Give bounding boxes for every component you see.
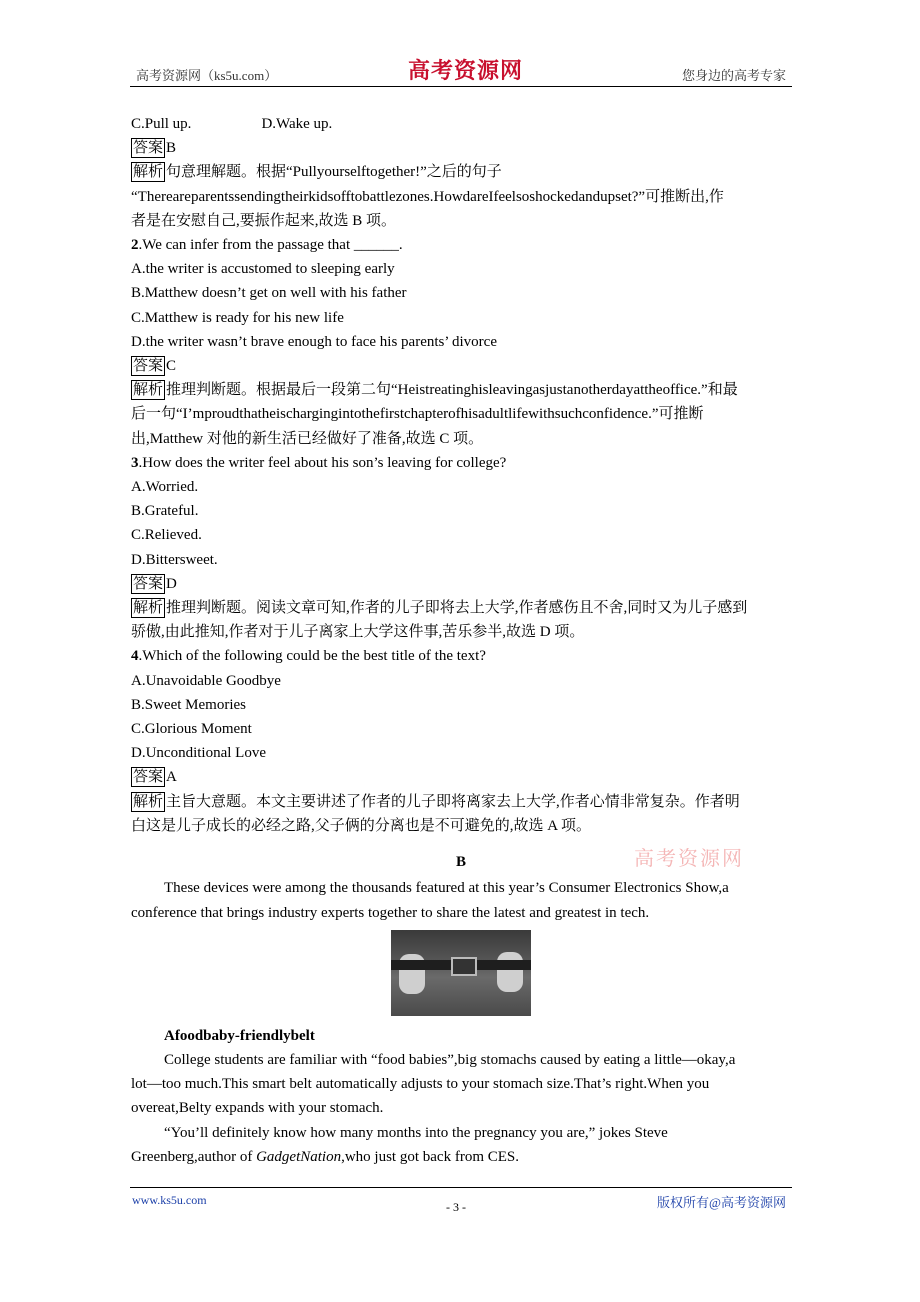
photo-hand-right [497,952,523,992]
q4-option-c: C.Glorious Moment [131,721,252,738]
q4-option-d: D.Unconditional Love [131,745,266,762]
analysis-text: 主旨大意题。本文主要讲述了作者的儿子即将离家去上大学,作者心情非常复杂。作者明 [166,793,740,810]
question-text: .Which of the following could be the best title of the text? [138,648,486,665]
q2-analysis [131,378,791,402]
answer-value: D [166,575,177,592]
text-run: ,who just got back from CES. [341,1148,519,1165]
answer-tag: 答案 [133,358,164,375]
analysis-line: 者是在安慰自己,要振作起来,故选 B 项。 [131,212,397,229]
page-footer [130,1187,792,1214]
q2-option-b: B.Matthew doesn’t get on well with his father [131,285,407,302]
answer-tag: 答案 [133,140,164,157]
question-number: 4 [131,648,139,665]
watermark: 高考资源网 [634,848,744,870]
q4-option-a: A.Unavoidable Goodbye [131,672,281,689]
paragraph-line [131,1145,791,1169]
footer-copyright: 版权所有@高考资源网 [657,1195,786,1210]
q4-stem [131,644,791,668]
q4-answer [131,765,791,789]
paragraph-line: College students are familiar with “food babies”,big stomachs caused by eating a little—okay,a [164,1051,736,1068]
analysis-tag: 解析 [133,164,164,181]
q1-analysis [131,160,791,184]
paragraph-line: overeat,Belty expands with your stomach. [131,1100,384,1117]
analysis-line: 出,Matthew 对他的新生活已经做好了准备,故选 C 项。 [131,430,484,447]
analysis-text: 句意理解题。根据“Pullyourselftogether!”之后的句子 [166,164,502,181]
header-site-name: 高考资源网（ks5u.com） [136,68,278,83]
q2-answer [131,354,791,378]
q1-options-cd [131,112,791,136]
q1-option-d: D.Wake up. [261,116,333,132]
text-run: Greenberg,author of [131,1148,257,1165]
q3-option-a: A.Worried. [131,479,199,496]
q3-analysis [131,596,791,620]
q3-answer [131,572,791,596]
photo-belt-buckle [451,957,477,976]
question-number: 2 [131,237,139,254]
analysis-tag: 解析 [133,793,164,810]
q3-option-c: C.Relieved. [131,527,202,544]
q1-option-c: C.Pull up. [131,116,192,132]
page-header [130,52,792,87]
analysis-line: 后一句“I’mproudthatheischargingintothefirstchapterofhisadultlifewithsuchconfidence.”可推断 [131,406,704,423]
book-title: GadgetNation [256,1148,342,1165]
q2-option-c: C.Matthew is ready for his new life [131,309,344,326]
question-text: .How does the writer feel about his son’s leaving for college? [138,454,507,471]
footer-url-link[interactable]: www.ks5u.com [132,1193,207,1207]
analysis-line: “Thereareparentssendingtheirkidsofftobattlezones.HowdareIfeelsoshockedandupset?”可推断出,作 [131,188,724,205]
answer-value: C [166,358,177,375]
question-number: 3 [131,454,139,471]
q3-option-d: D.Bittersweet. [131,551,218,568]
q3-stem [131,451,791,475]
answer-value: B [166,140,177,157]
paragraph-line: “You’ll definitely know how many months into the pregnancy you are,” jokes Steve [164,1124,668,1141]
page-number: - 3 - [446,1200,466,1214]
analysis-text: 推理判断题。阅读文章可知,作者的儿子即将去上大学,作者感伤且不舍,同时又为儿子感到 [166,600,748,617]
document-body [131,112,791,1169]
answer-tag: 答案 [133,575,164,592]
header-slogan: 您身边的高考专家 [681,68,786,83]
q4-analysis [131,790,791,814]
section-b-intro: These devices were among the thousands featured at this year’s Consumer Electronics Show,a [164,880,729,897]
q1-answer [131,136,791,160]
answer-value: A [166,769,177,786]
analysis-tag: 解析 [133,382,164,399]
analysis-tag: 解析 [133,600,164,617]
answer-tag: 答案 [133,769,164,786]
question-text: .We can infer from the passage that ______. [138,237,403,254]
q2-option-d: D.the writer wasn’t brave enough to face his parents’ divorce [131,333,497,350]
paragraph-line: lot—too much.This smart belt automatically adjusts to your stomach size.That’s right.When you [131,1076,710,1093]
q2-stem [131,233,791,257]
section-b-intro-cont: conference that brings industry experts together to share the latest and greatest in tech. [131,904,650,921]
analysis-text: 推理判断题。根据最后一段第二句“Heistreatinghisleavingasjustanotherdayattheoffice.”和最 [166,382,738,399]
belt-photo [391,930,531,1016]
section-b-subtitle: Afoodbaby-friendlybelt [164,1027,315,1044]
analysis-line: 骄傲,由此推知,作者对于儿子离家上大学这件事,苦乐参半,故选 D 项。 [131,624,585,641]
header-logo: 高考资源网 [408,58,524,83]
q2-option-a: A.the writer is accustomed to sleeping early [131,261,395,278]
q3-option-b: B.Grateful. [131,503,199,520]
section-b-title: B [455,854,466,871]
q4-option-b: B.Sweet Memories [131,696,246,713]
analysis-line: 白这是儿子成长的必经之路,父子俩的分离也是不可避免的,故选 A 项。 [131,817,592,834]
